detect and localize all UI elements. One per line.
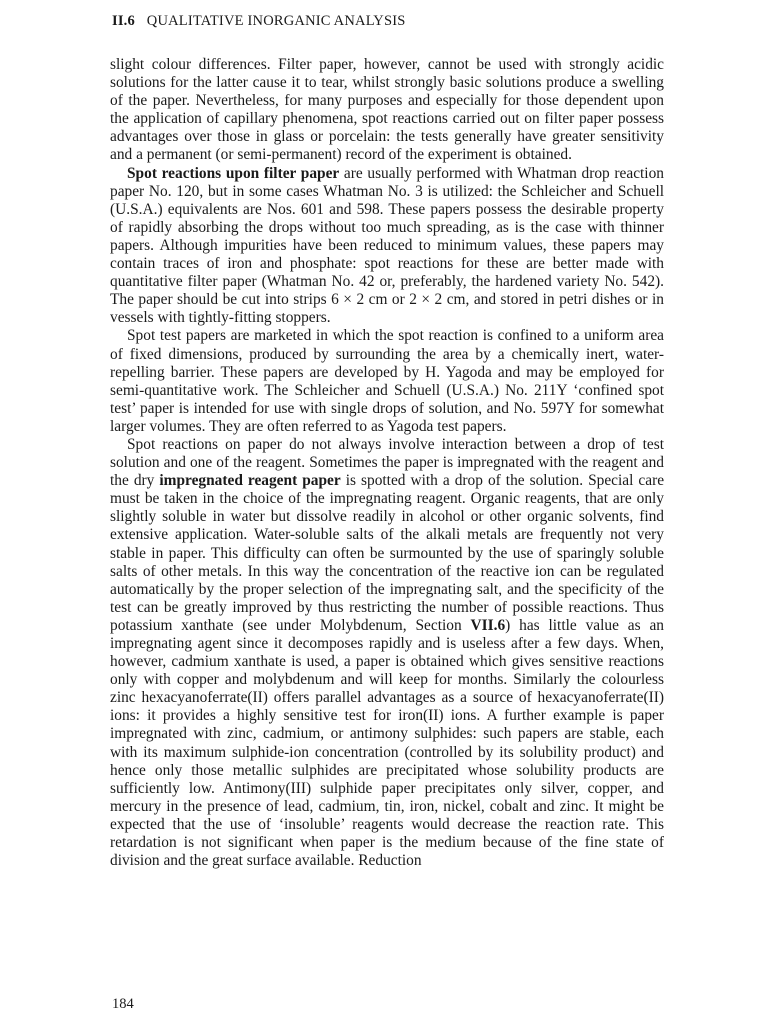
body-text	[110, 56, 664, 870]
paragraph-4-text-middle: is spotted with a drop of the solution. Special care must be taken in the choice of the impregnating reagent. Organic reagents, that are only slightly soluble in water but dissolve readily in alcohol or other organic solvents, find extensive application. Water-soluble salts of the alkali metals are frequently not very stable in paper. This difficulty can often be surmounted by the use of sparingly soluble salts of other metals. In this way the concentration of the reactive ion can be regulated automatically by the proper selection of the impregnating salt, and the specificity of the test can be greatly improved by thus restricting the number of possible reactions. Thus potassium xanthate (see under Molybdenum, Section	[110, 472, 665, 634]
paragraph-4-text-end: ) has little value as an impregnating agent since it decomposes rapidly and is useless after a few days. When, however, cadmium xanthate is used, a paper is obtained which gives sensitive reactions only with copper and molybdenum and will keep for months. Similarly the colourless zinc hexacyanoferrate(II) offers parallel advantages as a source of hexacyanoferrate(II) ions: it provides a highly sensitive test for iron(II) ions. A further example is paper impregnated with zinc, cadmium, or antimony sulphides: such papers are stable, each with its maximum sulphide-ion concentration (controlled by its solubility product) and hence only those metallic sulphides are precipitated whose solubility products are sufficiently low. Antimony(III) sulphide paper precipitates only silver, copper, and mercury in the presence of lead, cadmium, tin, iron, nickel, cobalt and zinc. It might be expected that the use of ‘insoluble’ reagents would decrease the reaction rate. This retardation is not significant when paper is the medium because of the fine state of division and the great surface available. Reduction	[110, 616, 664, 870]
paragraph-2-text: are usually performed with Whatman drop reaction paper No. 120, but in some cases Whatman No. 3 is utilized: the Schleicher and Schuell (U.S.A.) equivalents are Nos. 601 and 598. These papers possess the desirable property of rapidly absorbing the drops without too much spreading, as is the case with thinner papers. Although impurities have been reduced to minimum values, these papers may contain traces of iron and phosphate: spot reactions for these are better made with quantitative filter paper (Whatman No. 42 or, preferably, the hardened variety No. 542). The paper should be cut into strips 6 × 2 cm or 2 × 2 cm, and stored in petri dishes or in vessels with tightly-fitting stoppers.	[110, 164, 664, 327]
section-reference: VII.6	[470, 616, 506, 634]
header-title: QUALITATIVE INORGANIC ANALYSIS	[146, 13, 406, 29]
header-section-number: II.6	[112, 13, 135, 29]
paragraph-4-text-start: Spot reactions on paper do not always involve interaction between a drop of test solution and one of the reagent. Sometimes the paper is impregnated with the reagent and the dry	[110, 435, 664, 490]
paragraph-1-text: slight colour differences. Filter paper, however, cannot be used with strongly acidic solutions for the latter cause it to tear, whilst strongly basic solutions produce a swelling of the paper. Nevertheless, for many purposes and especially for those dependent upon the application of capillary phenomena, spot reactions carried out on filter paper possess advantages over those in glass or porcelain: the tests generally have greater sensitivity and a permanent (or semi-permanent) record of the experiment is obtained.	[110, 56, 664, 164]
paragraph-3	[110, 327, 664, 436]
paragraph-4	[110, 436, 664, 870]
paragraph-3-text: Spot test papers are marketed in which the spot reaction is confined to a uniform area of fixed dimensions, produced by surrounding the area by a chemically inert, water-repelling barrier. These papers are developed by H. Yagoda and may be employed for semi-quantitative work. The Schleicher and Schuell (U.S.A.) No. 211Y ‘confined spot test’ paper is intended for use with single drops of solution, and No. 597Y for somewhat larger volumes. They are often referred to as Yagoda test papers.	[110, 327, 664, 435]
paragraph-2	[110, 165, 664, 328]
paragraph-1	[110, 56, 664, 165]
page-number: 184	[112, 996, 134, 1012]
running-header	[112, 13, 406, 30]
paragraph-2-bold-term: Spot reactions upon filter paper	[127, 164, 340, 182]
paragraph-4-bold-term: impregnated reagent paper	[159, 472, 341, 490]
